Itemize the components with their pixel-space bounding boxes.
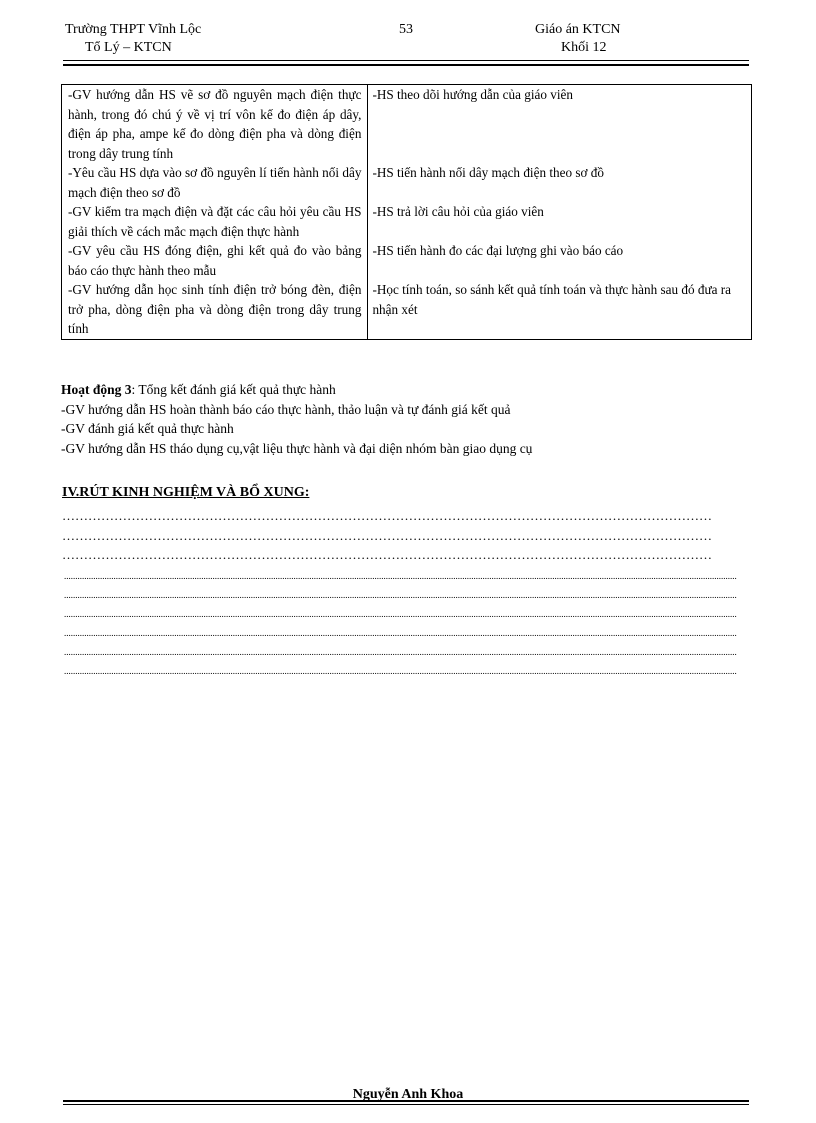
activity-3-block	[61, 380, 761, 458]
dotted-line: ……………………………………………………………………………………………………………………………………	[62, 508, 712, 523]
dotted-line: ...........................................................................................................................................................................................................................................................................................................	[64, 647, 737, 657]
student-activity-cell: -HS theo dõi hướng dẫn của giáo viên	[372, 87, 573, 102]
table-row	[62, 280, 752, 339]
school-name: Trường THPT Vĩnh Lộc	[65, 22, 202, 37]
student-activity-cell: -Học tính toán, so sánh kết quả tính toán và thực hành sau đó đưa ra nhận xét	[372, 282, 731, 317]
document-title: Giáo án KTCN	[535, 22, 621, 37]
teacher-activity-cell: -Yêu cầu HS dựa vào sơ đồ nguyên lí tiến hành nối dây mạch điện theo sơ đồ	[62, 163, 368, 202]
teacher-activity-cell: -GV kiểm tra mạch điện và đặt các câu hỏi yêu cầu HS giải thích về cách mắc mạch điện thực hành	[62, 202, 368, 241]
dotted-line: ...........................................................................................................................................................................................................................................................................................................	[64, 609, 737, 619]
dotted-line: ...........................................................................................................................................................................................................................................................................................................	[64, 590, 737, 600]
teacher-activity-cell: -GV hướng dẫn học sinh tính điện trở bóng đèn, điện trở pha, dòng điện pha và dòng điện trong dây trung tính	[62, 280, 368, 339]
dotted-line: ...........................................................................................................................................................................................................................................................................................................	[64, 571, 737, 581]
student-activity-cell: -HS tiến hành đo các đại lượng ghi vào báo cáo	[372, 243, 624, 258]
dotted-line: ……………………………………………………………………………………………………………………………………	[62, 547, 712, 562]
page-header	[63, 22, 749, 62]
section-title: IV.RÚT KINH NGHIỆM VÀ BỔ XUNG:	[62, 485, 310, 500]
footer-author: Nguyễn Anh Khoa	[352, 1087, 464, 1102]
activity-table	[61, 84, 752, 340]
table-row	[62, 241, 752, 280]
header-rule	[63, 60, 749, 66]
footer-rule	[63, 1100, 749, 1102]
table-row	[62, 85, 752, 164]
activity-3-line: -GV hướng dẫn HS hoàn thành báo cáo thực hành, thảo luận và tự đánh giá kết quả	[61, 401, 511, 417]
activity-3-label: Hoạt động 3	[61, 382, 132, 397]
page-number: 53	[399, 22, 413, 37]
activity-3-line: -GV đánh giá kết quả thực hành	[61, 421, 234, 436]
activity-3-title: : Tổng kết đánh giá kết quả thực hành	[131, 382, 336, 397]
activity-3-heading	[61, 380, 761, 400]
dotted-line: ……………………………………………………………………………………………………………………………………	[62, 528, 712, 543]
teacher-activity-cell: -GV yêu cầu HS đóng điện, ghi kết quả đo vào bảng báo cáo thực hành theo mẫu	[62, 241, 368, 280]
activity-3-line: -GV hướng dẫn HS tháo dụng cụ,vật liệu thực hành và đại diện nhóm bàn giao dụng cụ	[61, 440, 533, 456]
grade-label: Khối 12	[561, 40, 607, 55]
dotted-line: ...........................................................................................................................................................................................................................................................................................................	[64, 666, 737, 676]
footer-rule-thin	[63, 1104, 749, 1105]
department-name: Tổ Lý – KTCN	[85, 40, 172, 55]
table-row	[62, 202, 752, 241]
student-activity-cell: -HS tiến hành nối dây mạch điện theo sơ đồ	[372, 165, 604, 180]
student-activity-cell: -HS trả lời câu hỏi của giáo viên	[372, 204, 544, 219]
table-row	[62, 163, 752, 202]
dotted-line: ...........................................................................................................................................................................................................................................................................................................	[64, 628, 737, 638]
teacher-activity-cell: -GV hướng dẫn HS vẽ sơ đồ nguyên mạch điện thực hành, trong đó chú ý về vị trí vôn kế đo điện áp dây, điện áp pha, ampe kế đo dòng điện pha và dòng điện trong dây trung tính	[62, 85, 368, 164]
